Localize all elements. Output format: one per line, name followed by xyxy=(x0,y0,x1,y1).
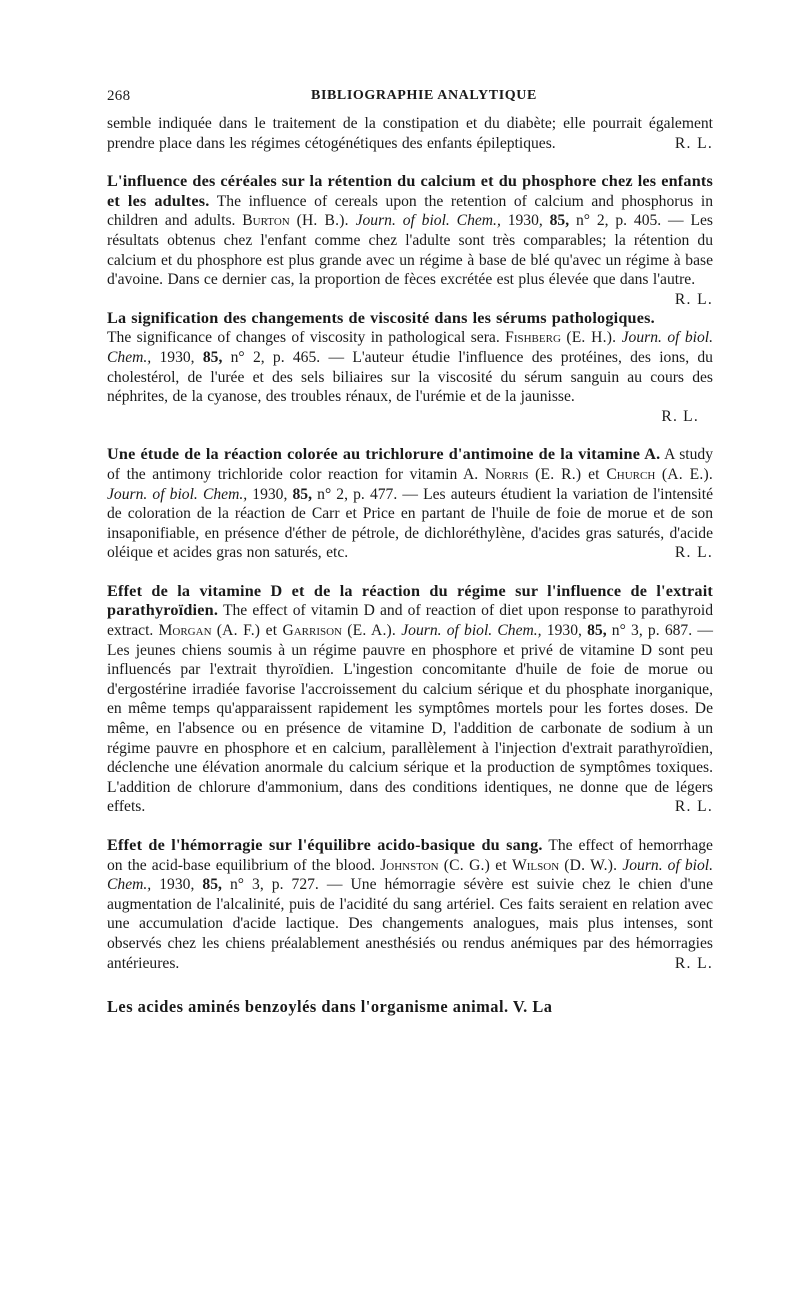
author-name: Burton xyxy=(242,212,290,230)
abstract-entry xyxy=(107,836,713,973)
publication-year: 1930, xyxy=(159,348,195,366)
publication-year: 1930, xyxy=(252,485,288,503)
volume-number: 85, xyxy=(292,485,312,503)
running-title: BIBLIOGRAPHIE ANALYTIQUE xyxy=(311,88,537,103)
running-header xyxy=(107,88,713,112)
abstract-entry xyxy=(107,172,714,308)
author-name: Church xyxy=(606,465,656,483)
entry-title: Une étude de la réaction colorée au trichlorure d'antimoine de la vitamine A. xyxy=(107,445,661,464)
english-title: The effect of hemorrhage on the acid-base equilibrium of the blood. xyxy=(107,837,713,874)
journal-name: Journ. of biol. Chem., xyxy=(107,485,248,503)
abstract-text: — Les jeunes chiens soumis à un régime pauvre en phosphore et privé de vitamine D sont peu influencés par l'extrait thyroïdien. L'ingestion concomitante d'huile de foie de morue ou d'ergostérine irradiée favorise l'accroissement du calcium sérique et du phosphate inorganique, en même temps qu'apparaissent rapidement les symptômes mortels pour les fortes doses. De même, en l'absence ou en présence de vitamine D, l'addition de carbonate de sodium à un régime pauvre en phosphore et en calcium, parallèlement à l'injection d'extrait parathyroïdien, déclenche une élévation anormale du calcium sérique et la production de symptômes toxiques. L'addition de chlorure d'ammonium, dans des conditions identiques, ne donne que de légers effets. xyxy=(107,622,713,816)
english-title: A study of the antimony trichloride color reaction for vitamin A. xyxy=(107,446,713,483)
page-number: 268 xyxy=(107,88,131,104)
author-name: Wilson xyxy=(512,856,560,874)
signature: R. L. xyxy=(674,290,713,308)
abstract-entry xyxy=(107,445,713,563)
abstract-text: — Les auteurs étudient la variation de l'intensité de coloration de la réaction de Carr et Price en partant de l'huile de foie de morue et de son insaponifiable, en présence d'éther de pétrole, de dichloréthylène, d'acides gras saturés, d'acide oléique et acides gras non saturés, etc. xyxy=(107,485,714,562)
author-name: Garrison xyxy=(282,622,343,640)
issue-page: n° 2, p. 477. xyxy=(317,485,398,503)
journal-name: Journ. of biol. Chem., xyxy=(355,212,501,230)
signature: R. L. xyxy=(674,798,713,816)
abstract-text: — Une hémorragie sévère est suivie chez le chien d'une augmentation de l'alcalinité, puis de l'acidité du sang artériel. Ces faits seraient en relation avec une accumulation d'acide lactique. Des changements analogues, mais plus intenses, sont observés chez les chiens préalablement anesthésiés ou rendus anémiques par des hémorragies antérieures. xyxy=(107,876,714,972)
issue-page: n° 3, p. 727. xyxy=(229,876,319,894)
author-initials: (E. A.). xyxy=(347,622,397,640)
author-initials: (C. G.) et xyxy=(443,856,507,874)
abstract-entry xyxy=(107,582,713,817)
author-initials: (A. F.) et xyxy=(216,622,278,640)
author-name: Johnston xyxy=(380,856,439,874)
english-title: The effect of vitamin D and of reaction of diet upon response to parathyroid extract. xyxy=(107,602,713,640)
journal-name: Journ. of biol. Chem., xyxy=(107,329,714,366)
continuation-text: semble indiquée dans le traitement de la constipation et du diabète; elle pourrait également prendre place dans les régimes cétogénétiques des enfants épileptiques. xyxy=(107,115,713,152)
issue-page: n° 2, p. 465. xyxy=(230,348,321,366)
english-title: The significance of changes of viscosity in pathological sera. xyxy=(107,329,500,347)
abstract-text: — L'auteur étudie l'influence des protéines, des ions, du cholestérol, de l'urée et des sels biliaires sur la viscosité du sérum sanguin au cours des néphrites, de la cyanose, des troubles rénaux, de l'urémie et de la jaunisse. xyxy=(107,348,713,406)
document-page xyxy=(107,88,713,1017)
author-initials: (E. R.) et xyxy=(535,465,600,483)
volume-number: 85, xyxy=(202,876,222,894)
abstract-entry xyxy=(107,309,713,407)
issue-page: n° 3, p. 687. xyxy=(611,622,693,640)
signature: R. L. xyxy=(674,134,713,152)
entry-title: Effet de la vitamine D et de la réaction du régime sur l'influence de l'extrait parathyroïdien. xyxy=(107,581,713,620)
volume-number: 85, xyxy=(202,348,223,366)
author-name: Morgan xyxy=(158,622,212,640)
entry-title: L'influence des céréales sur la rétention du calcium et du phosphore chez les enfants et les adultes. xyxy=(107,172,713,210)
volume-number: 85, xyxy=(587,622,607,640)
next-entry-heading: Les acides aminés benzoylés dans l'organisme animal. V. La xyxy=(107,997,553,1017)
author-initials: (A. E.). xyxy=(661,465,713,483)
entry-title: Effet de l'hémorragie sur l'équilibre acido-basique du sang. xyxy=(107,836,543,854)
issue-page: n° 2, p. 405. xyxy=(575,212,662,230)
author-name: Norris xyxy=(484,465,529,483)
signature: R. L. xyxy=(674,544,713,562)
abstract-text: — Les résultats obtenus chez l'enfant comme chez l'adulte sont très comparables; la rétention du calcium et du phosphore est plus grande avec un régime à base de blé qu'avec un régime à base d'avoine. Dans ce dernier cas, la proportion de fèces excrétée est plus élevée que dans l'autre. xyxy=(107,212,713,289)
signature: R. L. xyxy=(661,407,699,425)
journal-name: Journ. of biol. Chem., xyxy=(107,856,714,894)
continuation-paragraph xyxy=(107,114,713,153)
entry-title: La signification des changements de viscosité dans les sérums pathologiques. xyxy=(107,308,655,327)
publication-year: 1930, xyxy=(507,212,543,230)
author-initials: (D. W.). xyxy=(564,856,618,874)
publication-year: 1930, xyxy=(159,876,195,894)
author-name: Fishberg xyxy=(505,329,561,347)
signature: R. L. xyxy=(674,954,713,972)
volume-number: 85, xyxy=(549,212,570,230)
journal-name: Journ. of biol. Chem., xyxy=(401,622,542,640)
publication-year: 1930, xyxy=(546,622,582,640)
author-initials: (H. B.). xyxy=(296,212,349,230)
english-title: The influence of cereals upon the retention of calcium and phosphorus in children and adults. xyxy=(107,192,714,230)
author-initials: (E. H.). xyxy=(566,329,617,347)
